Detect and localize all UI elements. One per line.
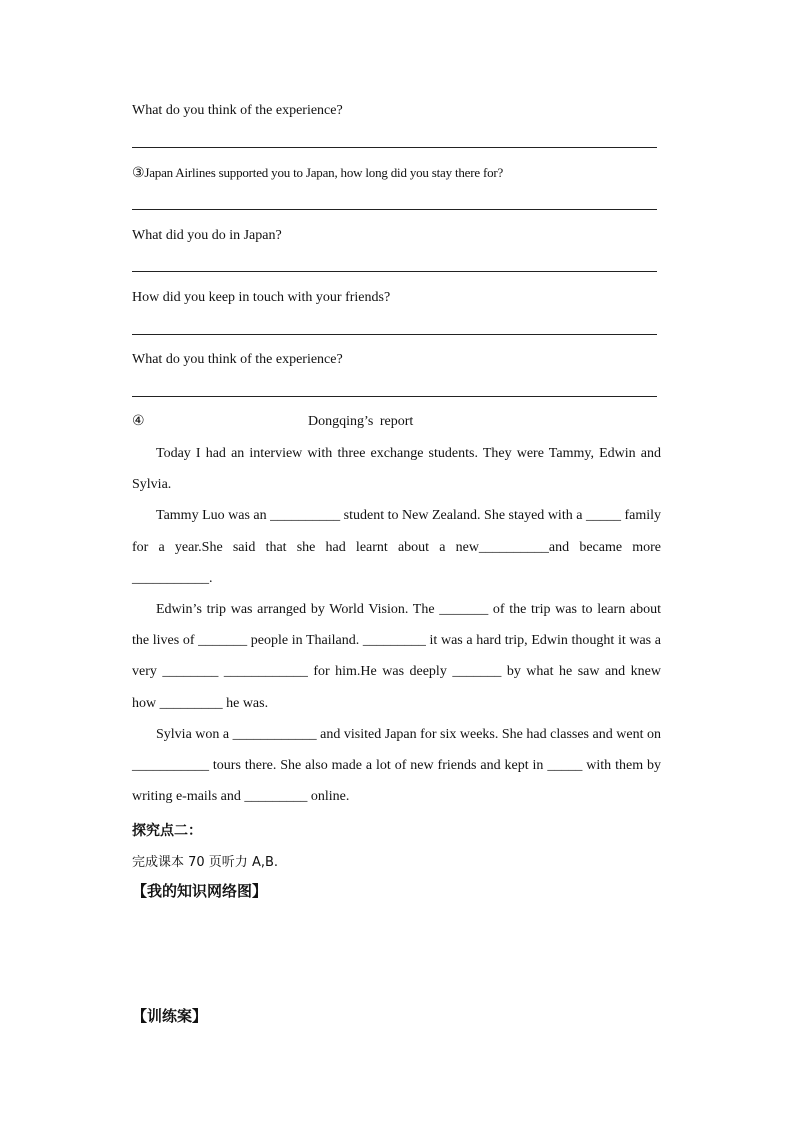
report-body (132, 438, 661, 812)
answer-line[interactable] (132, 147, 657, 148)
report-line: learn about the lives of _______ people in Thailand. _________ it was a hard trip, (132, 602, 661, 649)
answer-line[interactable] (132, 209, 657, 210)
explore2-task: 完成课本 70 页听力 A,B. (132, 855, 279, 870)
answer-line[interactable] (132, 271, 657, 272)
report-line: _______ by what he saw and knew how _________ he was. (132, 664, 661, 711)
section3-question: Japan Airlines supported you to Japan, how long did you stay there for? (144, 165, 504, 180)
knowledge-map-heading: 【我的知识网络图】 (132, 882, 268, 900)
report-line: Edwin’s trip was arranged by World Vision. The _______ of the trip was to (156, 602, 593, 618)
report-line: _____ family for a year.She said that she had learnt about a new__________and (132, 508, 662, 555)
report-line: Edwin and Sylvia. (132, 446, 662, 493)
question-what-did-you-do: What did you do in Japan? (132, 228, 282, 243)
report-line: Sylvia won a ____________ and visited Japan for six weeks. She had classes (156, 726, 590, 742)
report-line: Today I had an interview with three exchange students. They were Tammy, (156, 446, 594, 461)
explore2-heading: 探究点二： (132, 823, 202, 839)
report-line: in _____ with them by writing e-mails and _________ online. (132, 758, 662, 805)
training-heading: 【训练案】 (132, 1007, 208, 1025)
question-keep-in-touch: How did you keep in touch with your friends? (132, 290, 391, 305)
section3-title (132, 164, 503, 182)
report-line: and went on ___________ tours there. She also made a lot of new friends and kept (132, 726, 662, 774)
question-experience-a: What do you think of the experience? (132, 103, 343, 118)
report-line: Tammy Luo was an __________ student to New Zealand. She stayed with a (156, 508, 583, 524)
report-line: became more ___________. (132, 539, 662, 586)
section3-marker: ③ (132, 165, 145, 181)
answer-line[interactable] (132, 396, 657, 397)
report-line: Edwin thought it was a very ________ ____________ for him.He was deeply (132, 633, 661, 680)
section4-marker: ④ (132, 413, 145, 429)
report-title: Dongqing’s report (308, 414, 414, 429)
question-experience-b: What do you think of the experience? (132, 352, 343, 367)
answer-line[interactable] (132, 334, 657, 335)
